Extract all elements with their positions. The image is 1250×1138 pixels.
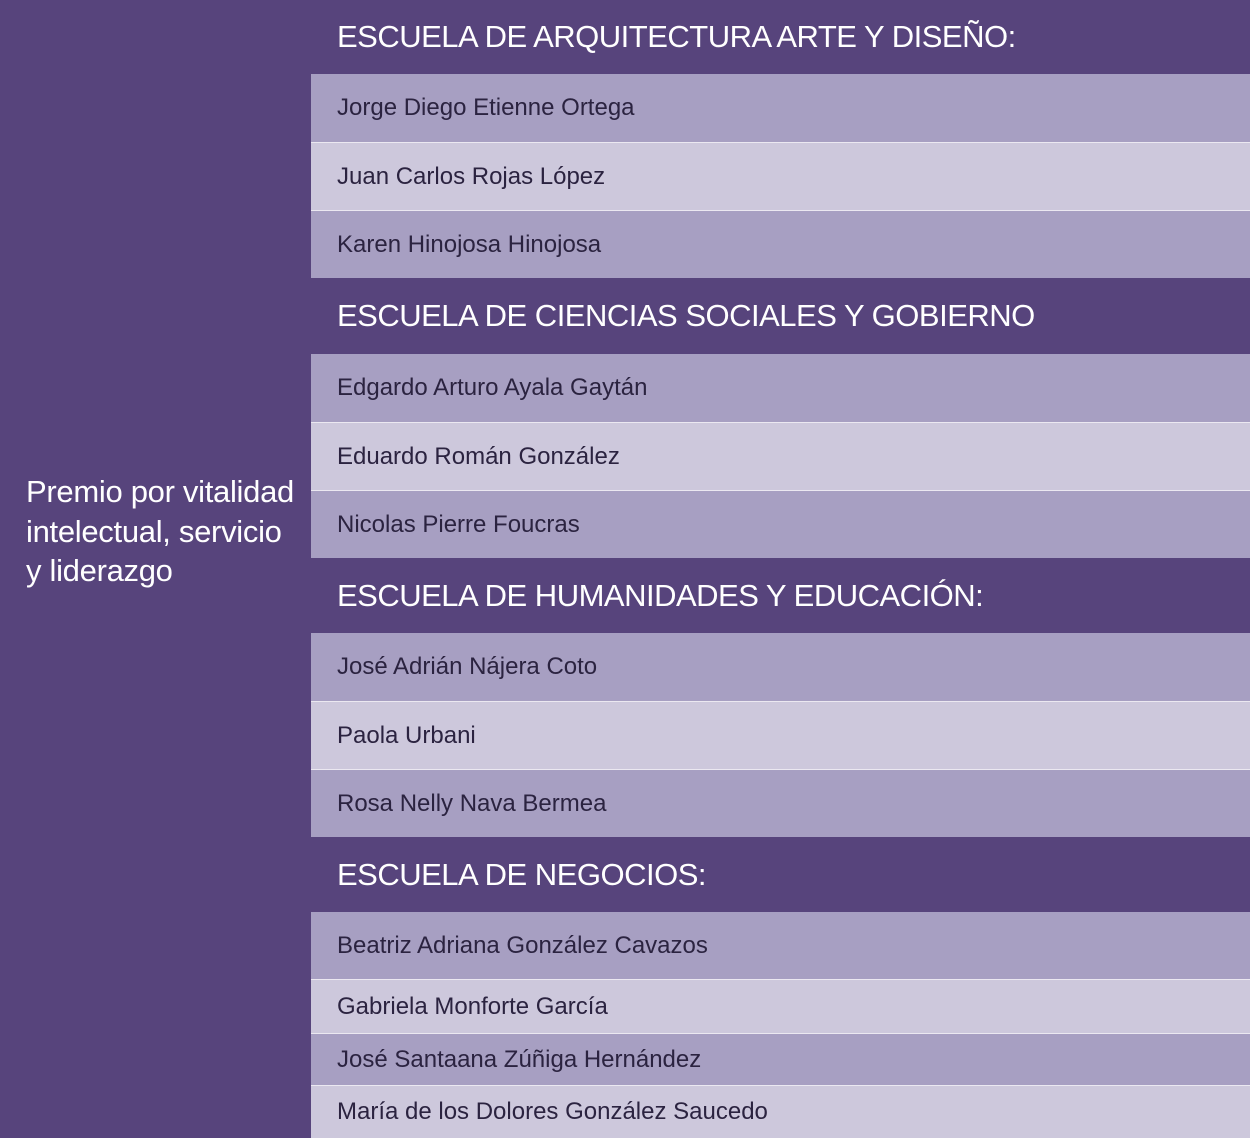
award-category-cell — [0, 0, 310, 1138]
table-row: Nicolas Pierre Foucras — [311, 490, 1250, 558]
award-title: Premio por vitalidad intelectual, servicio y liderazgo — [26, 474, 294, 588]
table-row: Eduardo Román González — [311, 422, 1250, 490]
winners-table — [311, 0, 1250, 1138]
school-header-ciencias-sociales: ESCUELA DE CIENCIAS SOCIALES Y GOBIERNO — [311, 278, 1250, 354]
table-row: Beatriz Adriana González Cavazos — [311, 912, 1250, 979]
school-header-humanidades: ESCUELA DE HUMANIDADES Y EDUCACIÓN: — [311, 558, 1250, 633]
table-row: Juan Carlos Rojas López — [311, 142, 1250, 210]
table-row: Paola Urbani — [311, 701, 1250, 769]
table-row: Gabriela Monforte García — [311, 979, 1250, 1033]
table-row: Jorge Diego Etienne Ortega — [311, 74, 1250, 142]
table-row: Edgardo Arturo Ayala Gaytán — [311, 354, 1250, 422]
school-header-arquitectura: ESCUELA DE ARQUITECTURA ARTE Y DISEÑO: — [311, 0, 1250, 74]
table-row: Rosa Nelly Nava Bermea — [311, 769, 1250, 837]
table-row: José Santaana Zúñiga Hernández — [311, 1033, 1250, 1085]
table-row: José Adrián Nájera Coto — [311, 633, 1250, 701]
table-row: María de los Dolores González Saucedo — [311, 1085, 1250, 1138]
table-row: Karen Hinojosa Hinojosa — [311, 210, 1250, 278]
school-header-negocios: ESCUELA DE NEGOCIOS: — [311, 837, 1250, 912]
